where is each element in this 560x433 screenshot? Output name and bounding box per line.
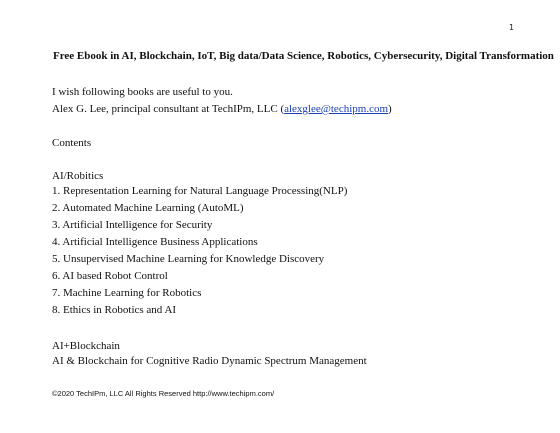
- ai-blockchain-list: [52, 353, 367, 370]
- section-heading-ai-robotics: AI/Robitics: [52, 170, 104, 182]
- list-item: AI & Blockchain for Cognitive Radio Dynamic Spectrum Management: [52, 355, 367, 367]
- list-item: 8. Ethics in Robotics and AI: [52, 304, 177, 316]
- list-item: 3. Artificial Intelligence for Security: [52, 219, 213, 231]
- ai-robotics-list: [52, 183, 347, 319]
- section-heading-ai-blockchain: AI+Blockchain: [52, 340, 120, 352]
- contents-heading: Contents: [52, 137, 92, 149]
- document-title: Free Ebook in AI, Blockchain, IoT, Big data/Data Science, Robotics, Cybersecurity, Digital Transformation: [53, 50, 554, 62]
- page-number: 1: [509, 23, 515, 32]
- email-link[interactable]: alexglee@techipm.com: [284, 103, 389, 115]
- author-text: Alex G. Lee, principal consultant at TechIPm, LLC (: [52, 103, 285, 115]
- list-item: 5. Unsupervised Machine Learning for Knowledge Discovery: [52, 253, 325, 265]
- list-item: 1. Representation Learning for Natural Language Processing(NLP): [52, 185, 348, 197]
- list-item: 7. Machine Learning for Robotics: [52, 287, 202, 299]
- author-line: [52, 103, 392, 115]
- list-item: 6. AI based Robot Control: [52, 270, 168, 282]
- list-item: 4. Artificial Intelligence Business Applications: [52, 236, 258, 248]
- intro-text: I wish following books are useful to you.: [52, 86, 233, 98]
- author-suffix: ): [388, 103, 392, 115]
- list-item: 2. Automated Machine Learning (AutoML): [52, 202, 244, 214]
- footer-copyright: ©2020 TechIPm, LLC All Rights Reserved http://www.techipm.com/: [52, 389, 275, 398]
